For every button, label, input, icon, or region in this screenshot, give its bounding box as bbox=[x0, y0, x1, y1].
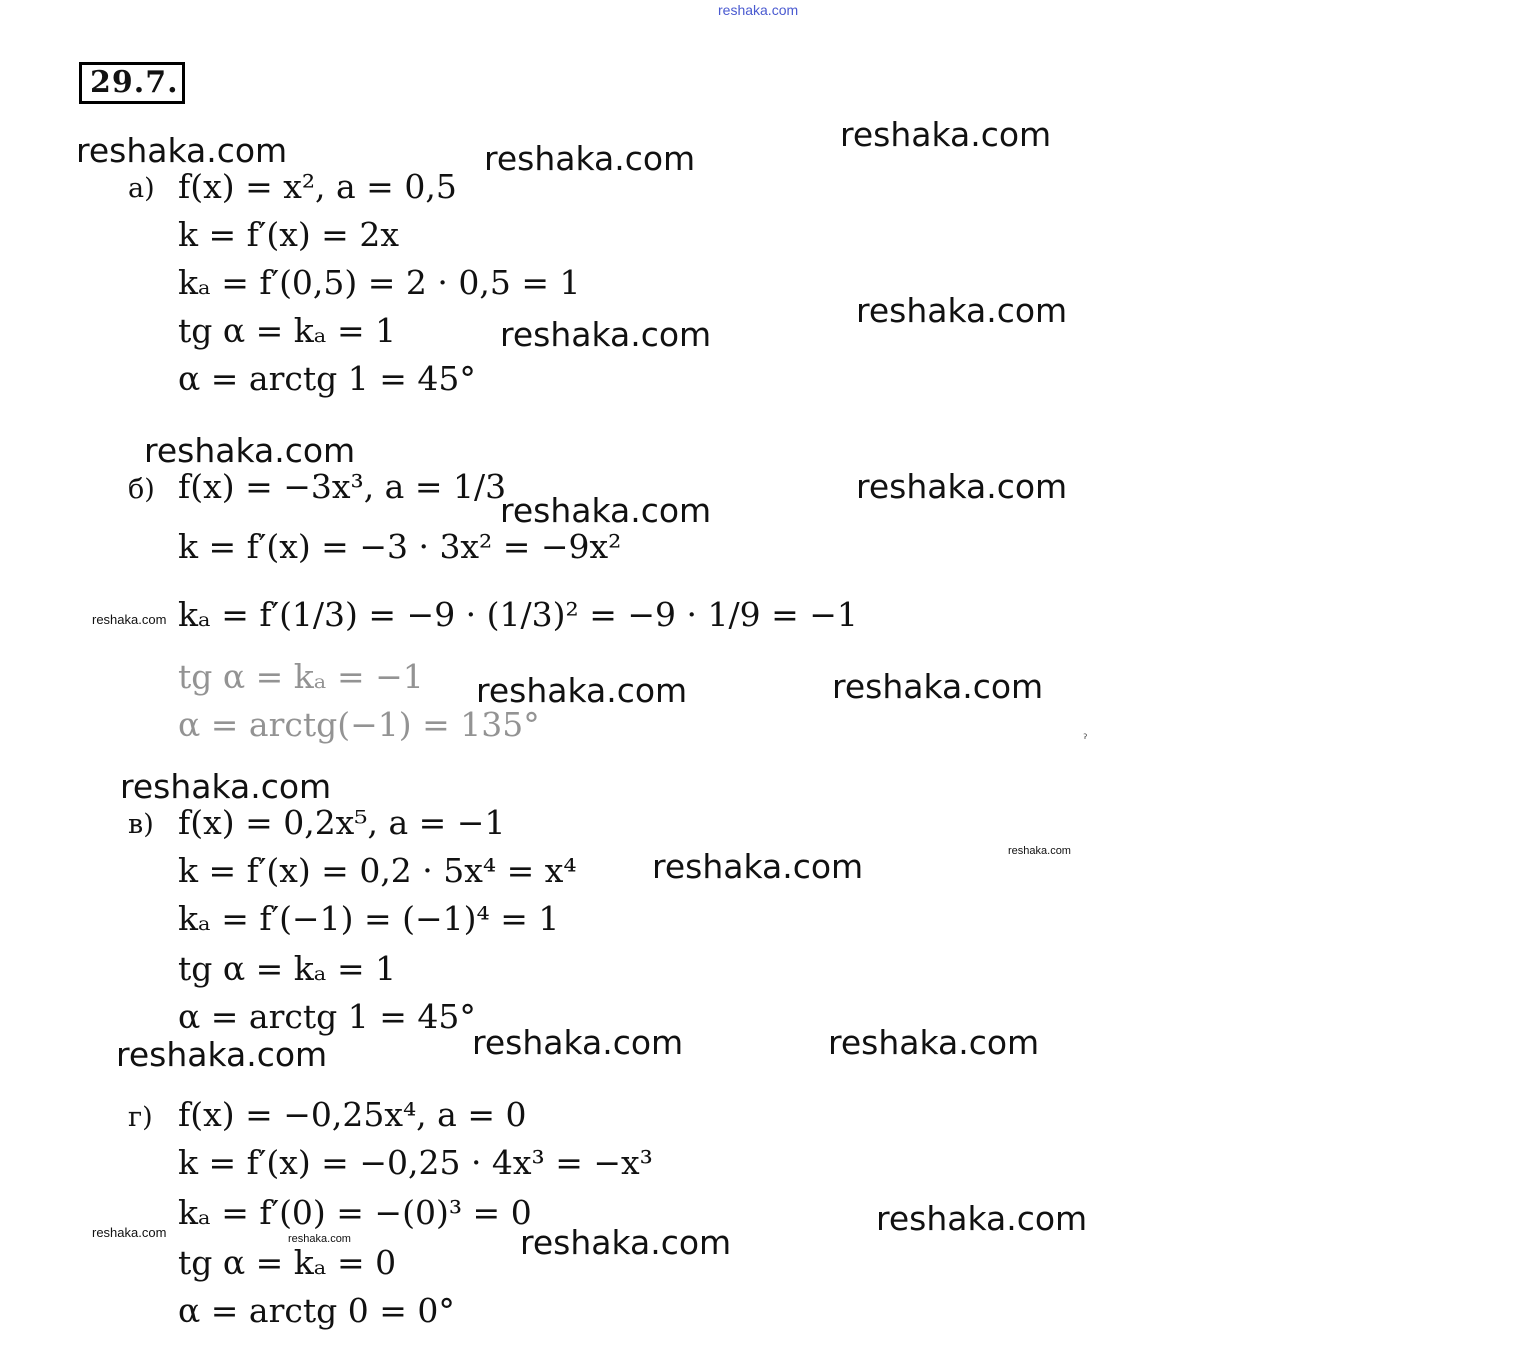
math-line: f(x) = x², a = 0,5 bbox=[178, 167, 457, 206]
watermark-small: reshaka.com bbox=[92, 612, 167, 627]
math-line: tg α = kₐ = 1 bbox=[178, 311, 397, 350]
watermark: reshaka.com bbox=[120, 767, 332, 806]
watermark: reshaka.com bbox=[856, 467, 1068, 506]
part-label-a: а) bbox=[128, 173, 155, 204]
problem-number: 29.7. bbox=[79, 62, 185, 104]
watermark: reshaka.com bbox=[856, 291, 1068, 330]
math-line: tg α = kₐ = 1 bbox=[178, 949, 397, 988]
watermark: reshaka.com bbox=[476, 671, 688, 710]
math-line: k = f′(x) = 0,2 · 5x⁴ = x⁴ bbox=[178, 851, 577, 890]
watermark-small: reshaka.com bbox=[288, 1233, 351, 1245]
math-line: kₐ = f′(−1) = (−1)⁴ = 1 bbox=[178, 899, 560, 938]
math-line: k = f′(x) = −3 · 3x² = −9x² bbox=[178, 527, 622, 566]
watermark: reshaka.com bbox=[840, 115, 1052, 154]
watermark: reshaka.com bbox=[500, 491, 712, 530]
math-line: k = f′(x) = 2x bbox=[178, 215, 399, 254]
math-line: f(x) = −3x³, a = 1/3 bbox=[178, 467, 507, 506]
math-line: kₐ = f′(1/3) = −9 · (1/3)² = −9 · 1/9 = −1 bbox=[178, 595, 858, 634]
math-line: α = arctg 1 = 45° bbox=[178, 359, 476, 398]
math-line: α = arctg(−1) = 135° bbox=[178, 705, 540, 744]
watermark: reshaka.com bbox=[472, 1023, 684, 1062]
watermark: reshaka.com bbox=[876, 1199, 1088, 1238]
watermark-small: reshaka.com bbox=[1008, 845, 1071, 857]
watermark: reshaka.com bbox=[484, 139, 696, 178]
math-line: f(x) = −0,25x⁴, a = 0 bbox=[178, 1095, 527, 1134]
watermark: reshaka.com bbox=[116, 1035, 328, 1074]
watermark: reshaka.com bbox=[144, 431, 356, 470]
math-line: α = arctg 1 = 45° bbox=[178, 997, 476, 1036]
math-line: tg α = kₐ = −1 bbox=[178, 657, 424, 696]
math-line: kₐ = f′(0) = −(0)³ = 0 bbox=[178, 1193, 532, 1232]
part-label-b: б) bbox=[128, 474, 155, 505]
source-watermark: reshaka.com bbox=[718, 2, 799, 18]
part-label-g: г) bbox=[128, 1102, 153, 1133]
math-line: kₐ = f′(0,5) = 2 · 0,5 = 1 bbox=[178, 263, 581, 302]
watermark: reshaka.com bbox=[832, 667, 1044, 706]
math-line: α = arctg 0 = 0° bbox=[178, 1291, 455, 1330]
watermark: reshaka.com bbox=[76, 131, 288, 170]
watermark-small: reshaka.com bbox=[92, 1225, 167, 1240]
part-label-v: в) bbox=[128, 809, 154, 840]
watermark: reshaka.com bbox=[520, 1223, 732, 1262]
math-line: k = f′(x) = −0,25 · 4x³ = −x³ bbox=[178, 1143, 653, 1182]
watermark: reshaka.com bbox=[828, 1023, 1040, 1062]
stray-mark: ˀ bbox=[1083, 732, 1088, 746]
watermark: reshaka.com bbox=[500, 315, 712, 354]
watermark: reshaka.com bbox=[652, 847, 864, 886]
math-line: f(x) = 0,2x⁵, a = −1 bbox=[178, 803, 506, 842]
math-line: tg α = kₐ = 0 bbox=[178, 1243, 397, 1282]
